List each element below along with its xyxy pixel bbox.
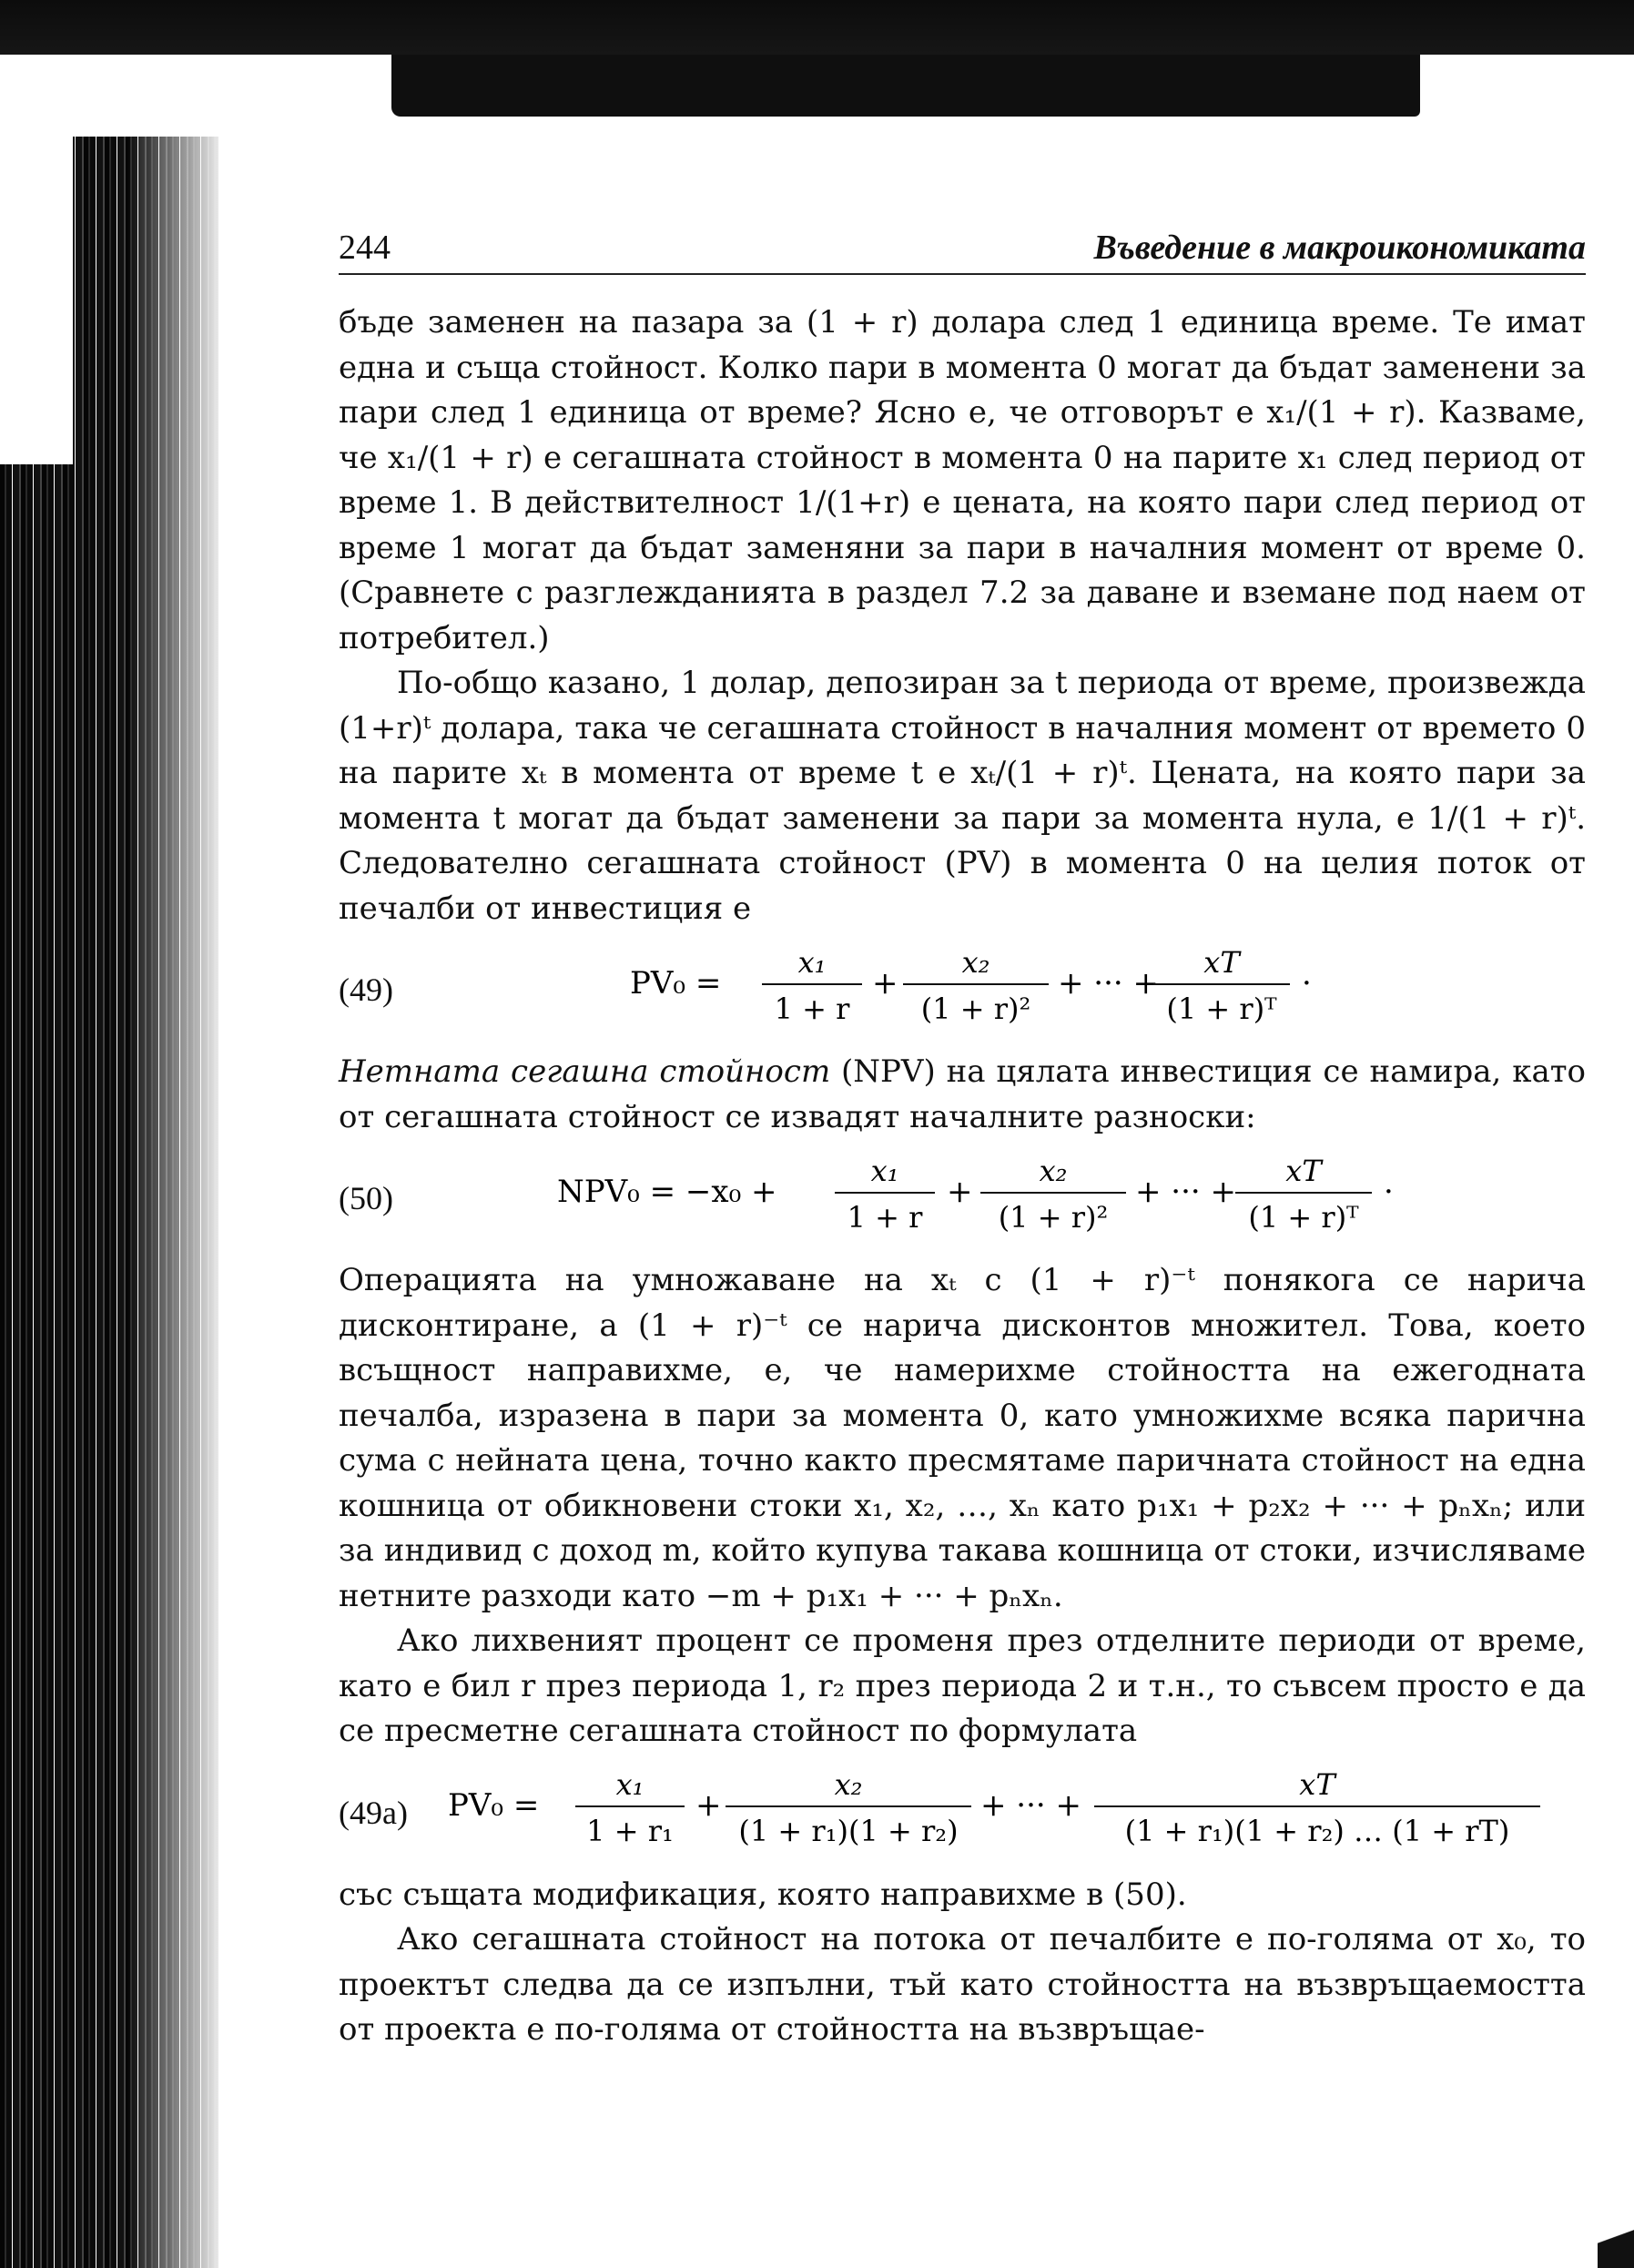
paragraph-2: По-общо казано, 1 долар, депозиран за t периода от време, произвежда (1+r)ᵗ долара, така че сегашната стойност в началния момент от времето 0 на парите xₜ в момента от време t е xₜ/(1 + r)ᵗ. Цената, на която пари за момента t могат да бъдат заменени за пари за момента нула, е 1/(1 + r)ᵗ. Следователно сегашната стойност (PV) в момента 0 на целия поток от печалби от инвестиция е (339, 665, 1586, 927)
page-number: 244 (339, 229, 391, 267)
fraction-numerator: x₂ (834, 1767, 863, 1802)
equation-49 (339, 935, 1586, 1044)
formula-lhs: PV₀ = (630, 964, 722, 1002)
fraction-denominator: (1 + r)ᵀ (1166, 991, 1277, 1026)
end-dot: · (1302, 964, 1312, 1002)
running-title: Въведение в макроикономиката (1093, 229, 1586, 267)
plus-sign: + (695, 1787, 722, 1824)
fraction-numerator: xT (1285, 1153, 1322, 1188)
equation-number-50: (50) (339, 1180, 393, 1216)
formula-49a (448, 1754, 1577, 1863)
npv-term: Нетната сегашна стойност (339, 1053, 831, 1090)
formula-lhs: NPV₀ = −x₀ + (557, 1173, 777, 1210)
paragraph-6: със същата модификация, която направихме в (50). (339, 1876, 1187, 1913)
fraction-numerator: x₂ (961, 944, 990, 980)
fraction-denominator: (1 + r)ᵀ (1248, 1199, 1359, 1235)
ellipsis-plus: + ··· + (1135, 1173, 1237, 1210)
end-dot: · (1384, 1173, 1394, 1210)
scan-left-fade (127, 137, 228, 2268)
ellipsis-plus: + ··· + (980, 1787, 1082, 1824)
book-page (339, 228, 1586, 2053)
fraction-numerator: xT (1203, 944, 1240, 980)
formula-49 (630, 931, 1322, 1041)
fraction-denominator: (1 + r)² (998, 1199, 1109, 1235)
fraction-denominator: (1 + r₁)(1 + r₂) (738, 1814, 959, 1848)
equation-number-49: (49) (339, 971, 393, 1008)
paragraph-5: Ако лихвеният процент се променя през отделните периоди от време, като е бил r през периода 1, r₂ през периода 2 и т.н., то съвсем просто е да се пресметне сегашната стойност по формулата (339, 1622, 1586, 1749)
equation-number-49a: (49a) (339, 1794, 408, 1831)
paragraph-3-text: (NPV) на цялата инвестиция се намира, като от сегашната стойност се извадят началните разноски: (339, 1053, 1586, 1135)
ellipsis-plus: + ··· + (1058, 964, 1160, 1002)
scan-left-margin (0, 55, 73, 464)
scan-corner (1598, 2204, 1634, 2268)
scan-top-band (391, 55, 1420, 117)
fraction-denominator: 1 + r₁ (586, 1814, 674, 1848)
equation-body-50 (557, 1140, 1431, 1257)
fraction-denominator: (1 + r₁)(1 + r₂) … (1 + rT) (1124, 1814, 1510, 1848)
fraction-numerator: x₁ (615, 1767, 644, 1802)
paragraph-3 (339, 1050, 1586, 1140)
equation-body-49a (448, 1754, 1577, 1871)
paragraph-7: Ако сегашната стойност на потока от печалбите е по-голяма от x₀, то проектът следва да се изпълни, тъй като стойността на възвръщаемостта от проекта е по-голяма от стойността на възвръщае- (339, 1921, 1586, 2048)
equation-50 (339, 1144, 1586, 1253)
scan-top-border (0, 0, 1634, 55)
equation-body-49 (630, 931, 1322, 1049)
fraction-denominator: 1 + r (774, 991, 850, 1026)
plus-sign: + (947, 1173, 973, 1210)
fraction-numerator: x₂ (1039, 1153, 1068, 1188)
equation-49a (339, 1758, 1586, 1867)
plus-sign: + (872, 964, 898, 1002)
formula-lhs: PV₀ = (448, 1787, 540, 1824)
page-header (339, 228, 1586, 275)
fraction-denominator: (1 + r)² (920, 991, 1031, 1026)
formula-50 (557, 1140, 1431, 1249)
paragraph-1: бъде заменен на пазара за (1 + r) долара след 1 единица време. Те имат една и съща стойност. Колко пари в момента 0 могат да бъдат заменени за пари след 1 единица от време? Ясно е, че отговорът е x₁/(1 + r). Казваме, че x₁/(1 + r) е сегашната стойност в момента 0 на парите x₁ след период от време 1. В действителност 1/(1+r) е цената, на която пари след период от време 1 могат да бъдат заменяни за пари в началния момент от време 0. (Сравнете с разглежданията в раздел 7.2 за даване и вземане под наем от потребител.) (339, 304, 1586, 656)
fraction-denominator: 1 + r (847, 1199, 923, 1235)
paragraph-4: Операцията на умножаване на xₜ с (1 + r)⁻ᵗ понякога се нарича дисконтиране, а (1 + r)⁻ᵗ се нарича дисконтов множител. Това, което всъщност направихме, е, че намерихме стойността на ежегодната печалба, изразена в пари за момента 0, като умножихме всяка парична сума с нейната цена, точно както пресмятаме паричната стойност на една кошница от обикновени стоки x₁, x₂, …, xₙ като p₁x₁ + p₂x₂ + ··· + pₙxₙ; или за индивид с доход m, който купува такава кошница от стоки, изчисляваме нетните разходи като −m + p₁x₁ + ··· + pₙxₙ. (339, 1262, 1586, 1614)
fraction-numerator: xT (1299, 1767, 1335, 1802)
fraction-numerator: x₁ (870, 1153, 899, 1188)
fraction-numerator: x₁ (797, 944, 827, 980)
